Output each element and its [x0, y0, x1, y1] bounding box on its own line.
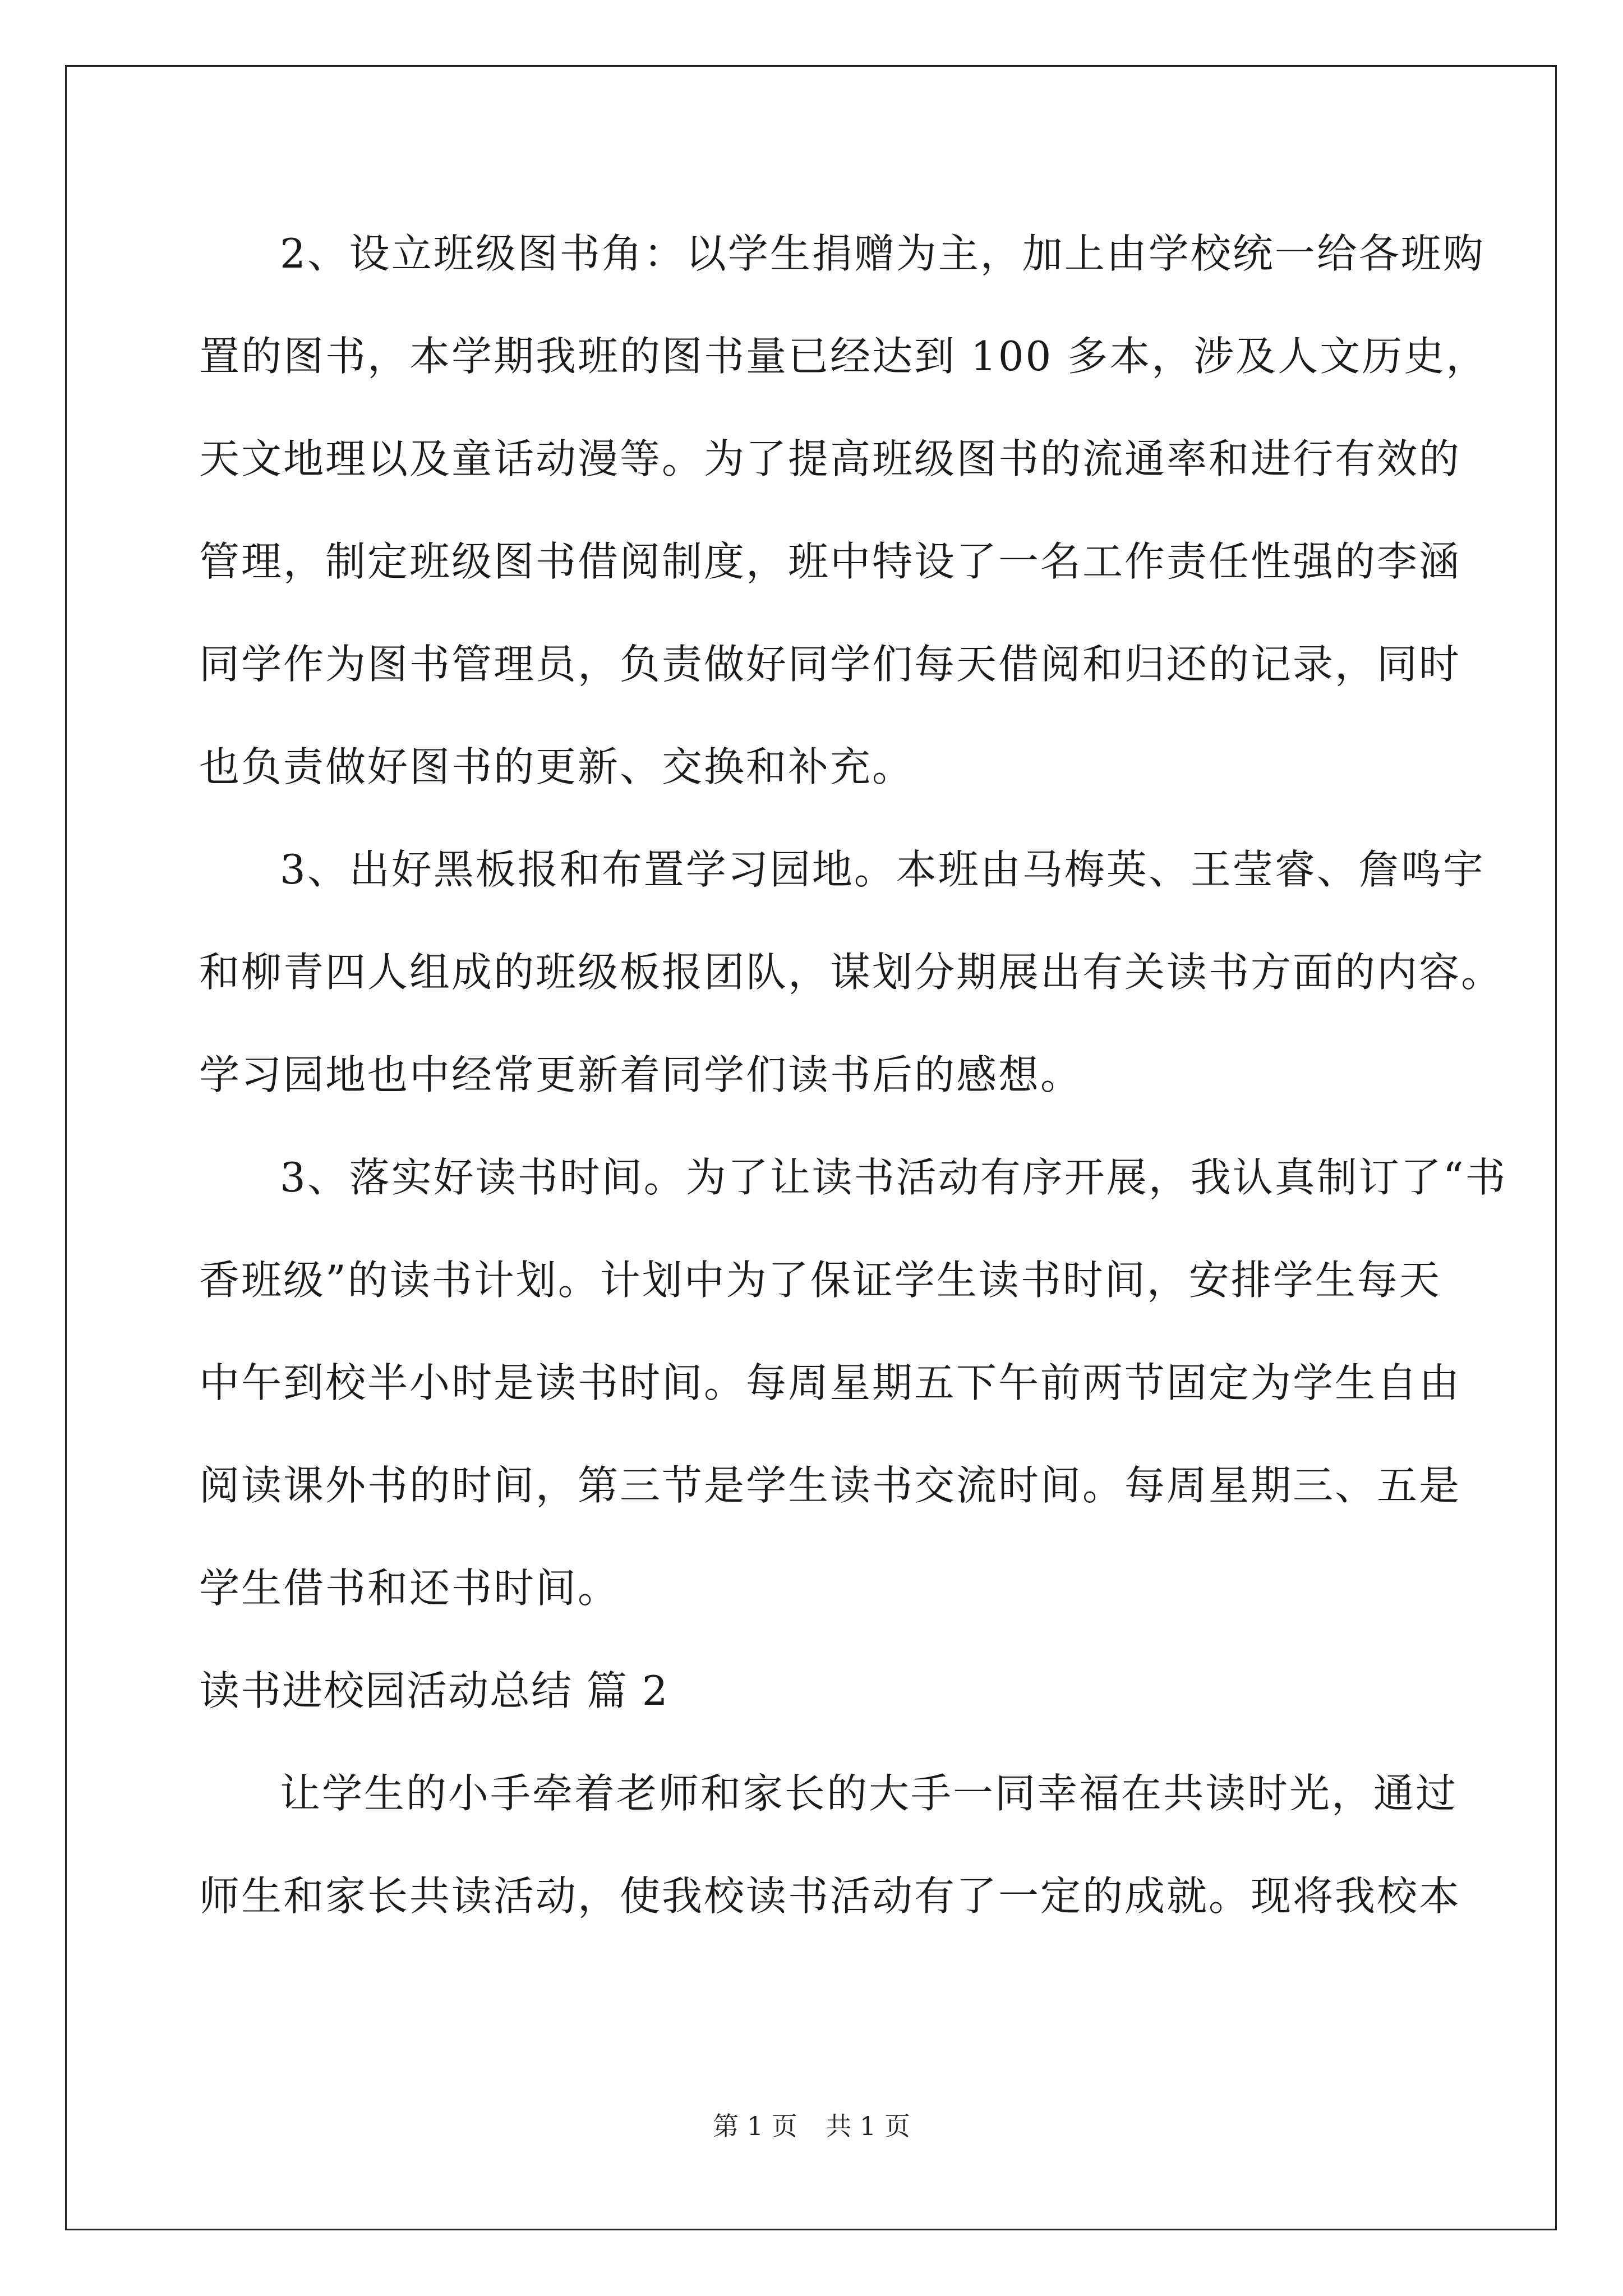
page-number: 第 1 页 [713, 2111, 797, 2141]
paragraph-1-line-1: 2、设立班级图书角：以学生捐赠为主，加上由学校统一给各班购 [280, 230, 1485, 277]
paragraph-3-line-4: 阅读课外书的时间，第三节是学生读书交流时间。每周星期三、五是 [199, 1462, 1461, 1509]
closing-paragraph-line-1: 让学生的小手牵着老师和家长的大手一同幸福在共读时光，通过 [280, 1770, 1458, 1817]
paragraph-3-line-2: 香班级”的读书计划。计划中为了保证学生读书时间，安排学生每天 [199, 1257, 1441, 1304]
page-total: 共 1 页 [826, 2111, 910, 2141]
paragraph-1-line-2: 置的图书，本学期我班的图书量已经达到 100 多本，涉及人文历史， [199, 333, 1488, 380]
section-heading: 读书进校园活动总结 篇 2 [199, 1667, 669, 1714]
paragraph-1-line-6: 也负责做好图书的更新、交换和补充。 [199, 743, 915, 790]
paragraph-2-line-1: 3、出好黑板报和布置学习园地。本班由马梅英、王莹睿、詹鸣宇 [280, 846, 1485, 893]
paragraph-3-line-3: 中午到校半小时是读书时间。每周星期五下午前两节固定为学生自由 [199, 1359, 1461, 1406]
closing-paragraph-line-2: 师生和家长共读活动，使我校读书活动有了一定的成就。现将我校本 [199, 1872, 1461, 1920]
paragraph-3-line-5: 学生借书和还书时间。 [199, 1565, 620, 1612]
paragraph-2-line-2: 和柳青四人组成的班级板报团队，谋划分期展出有关读书方面的内容。 [199, 949, 1504, 996]
page-footer [0, 2109, 1623, 2143]
paragraph-3-line-1: 3、落实好读书时间。为了让读书活动有序开展，我认真制订了“书 [280, 1154, 1507, 1201]
paragraph-1-line-4: 管理，制定班级图书借阅制度，班中特设了一名工作责任性强的李涵 [199, 538, 1461, 585]
paragraph-2-line-3: 学习园地也中经常更新着同学们读书后的感想。 [199, 1051, 1083, 1098]
paragraph-1-line-3: 天文地理以及童话动漫等。为了提高班级图书的流通率和进行有效的 [199, 435, 1461, 482]
paragraph-1-line-5: 同学作为图书管理员，负责做好同学们每天借阅和归还的记录，同时 [199, 641, 1461, 688]
